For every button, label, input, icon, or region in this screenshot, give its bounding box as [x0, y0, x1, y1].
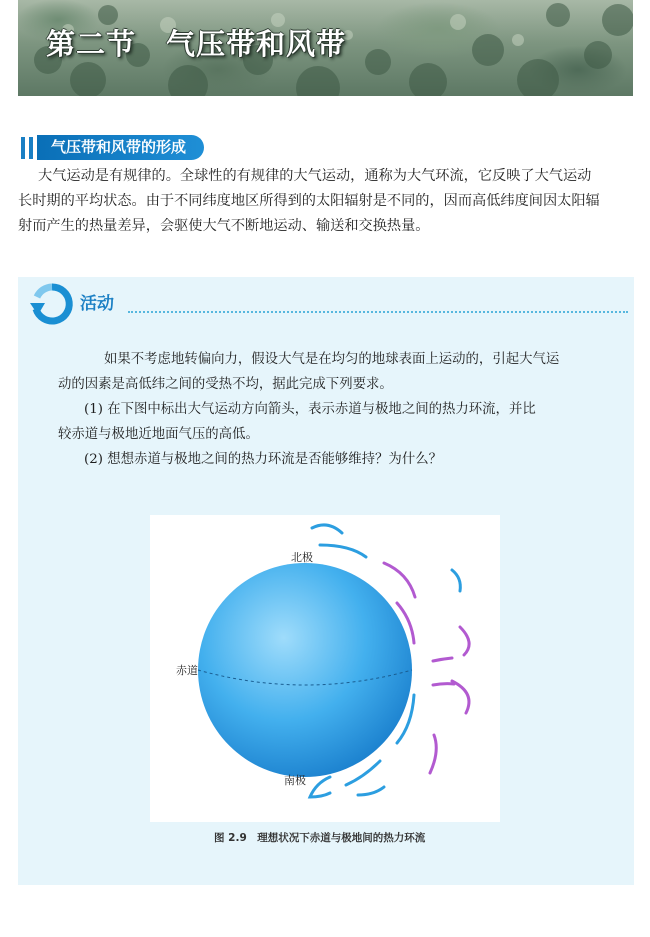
activity-label: 活动: [80, 294, 114, 314]
airflow-arc: [312, 525, 342, 533]
north-pole-label: 北极: [291, 551, 313, 564]
dotted-divider: [128, 311, 628, 313]
activity-text: [58, 347, 598, 472]
heading-bar: [29, 137, 33, 159]
airflow-arc: [320, 545, 366, 557]
subsection-heading-label: 气压带和风带的形成: [37, 135, 204, 160]
earth-circulation-diagram: [150, 515, 500, 822]
airflow-arc: [433, 658, 452, 661]
intro-line: 射而产生的热量差异，会驱使大气不断地运动、输送和交换热量。: [18, 218, 430, 234]
airflow-arc: [384, 563, 415, 597]
airflow-arc: [358, 787, 384, 795]
activity-line: (1) 在下图中标出大气运动方向箭头，表示赤道与极地之间的热力环流，并比: [84, 402, 536, 417]
airflow-arc: [460, 627, 469, 655]
south-pole-label: 南极: [284, 774, 306, 787]
earth-globe: [198, 563, 412, 777]
intro-line: 大气运动是有规律的。全球性的有规律的大气运动，通称为大气环流，它反映了大气运动: [38, 168, 592, 184]
subsection-heading: [21, 135, 281, 161]
equator-label: 赤道: [176, 664, 198, 677]
activity-line: 如果不考虑地转偏向力，假设大气是在均匀的地球表面上运动的，引起大气运: [104, 352, 560, 367]
activity-line: 较赤道与极地近地面气压的高低。: [58, 427, 259, 442]
heading-bar: [21, 137, 25, 159]
airflow-arc: [433, 684, 454, 685]
section-title: 第二节 气压带和风带: [46, 27, 347, 61]
chapter-banner: [18, 0, 633, 96]
airflow-arc: [310, 777, 330, 797]
activity-line: (2) 想想赤道与极地之间的热力环流是否能够维持？为什么？: [84, 452, 442, 467]
airflow-arc: [430, 735, 436, 773]
activity-line: 动的因素是高低纬之间的受热不均，据此完成下列要求。: [58, 377, 393, 392]
circulation-figure: [150, 515, 500, 822]
airflow-arc: [452, 570, 460, 591]
refresh-cycle-icon: [28, 281, 76, 327]
intro-line: 长时期的平均状态。由于不同纬度地区所得到的太阳辐射是不同的，因而高低纬度间因太阳辐: [18, 193, 600, 209]
airflow-arc: [452, 681, 469, 713]
intro-paragraph: [18, 164, 634, 239]
figure-caption: 图 2.9 理想状况下赤道与极地间的热力环流: [214, 832, 426, 844]
